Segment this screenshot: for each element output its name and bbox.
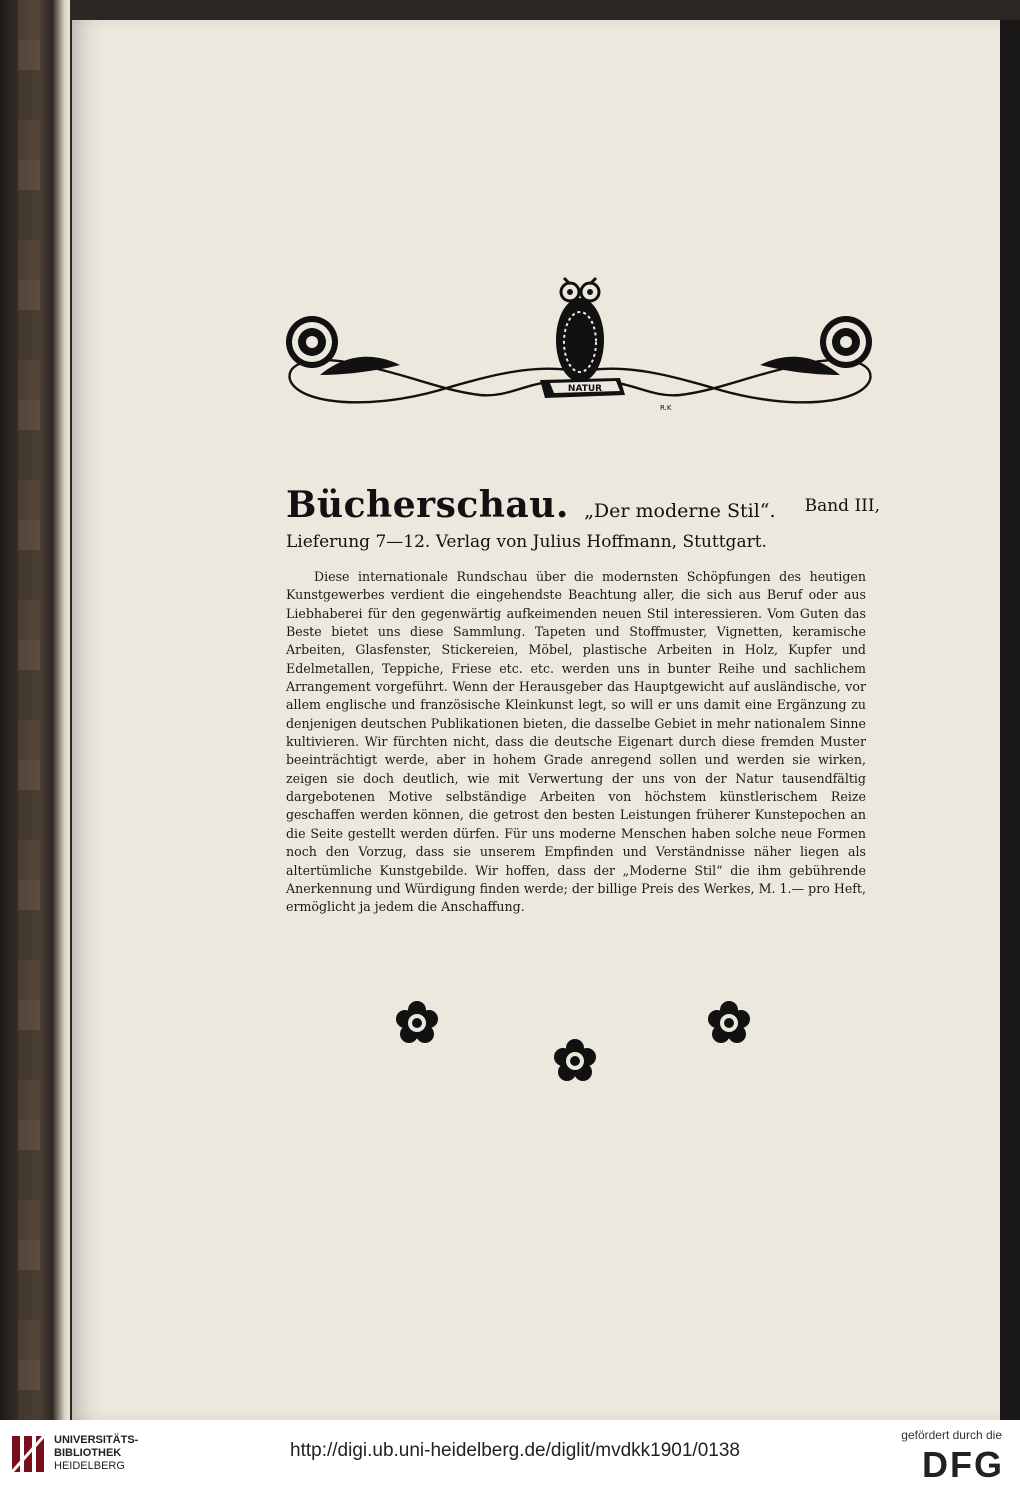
rosette-ornament xyxy=(392,998,442,1048)
dfg-logo[interactable]: DFG xyxy=(922,1444,1004,1485)
library-name-line1: UNIVERSITÄTS- xyxy=(54,1434,139,1446)
library-name[interactable] xyxy=(54,1434,138,1473)
rosette-ornament xyxy=(704,998,754,1048)
book-spine xyxy=(18,0,40,1420)
page-right-margin xyxy=(1000,20,1020,1420)
book-label: NATUR xyxy=(567,384,603,394)
library-name-line2: BIBLIOTHEK xyxy=(54,1447,122,1459)
rosette-ornament xyxy=(550,1036,600,1086)
funding-note: gefördert durch die xyxy=(901,1428,1002,1442)
library-name-line3: HEIDELBERG xyxy=(54,1460,125,1472)
permalink-url[interactable]: http://digi.ub.uni-heidelberg.de/diglit/mvdkk1901/0138 xyxy=(290,1440,740,1461)
heading-publisher-line: Lieferung 7—12. Verlag von Julius Hoffmann, Stuttgart. xyxy=(286,532,767,552)
review-paragraph: Diese internationale Rundschau über die modernsten Schöpfungen des heutigen Kunstgewerbes verdient die eingehendste Beachtung aller, die sich aus Beruf oder aus Liebhaberei für den gegenwärtig aufkeimenden neuen Stil interessieren. Vom Guten das Beste bietet uns diese Sammlung. Tapeten und Stoffmuster, Vignetten, keramische Arbeiten, Glasfenster, Stickereien, Möbel, plastische Arbeiten in Holz, Kupfer und Edelmetallen, Teppiche, Friese etc. etc. werden uns in bunter Reihe und sachlichem Arrangement vorgeführt. Wenn der Herausgeber das Hauptgewicht auf ausländische, vor allem englische und französische Kleinkunst legt, so will er uns damit eine Ergänzung zu denjenigen deutschen Publikationen bieten, die dasselbe Gebiet in mehr nationalem Sinne kultivieren. Wir fürchten nicht, dass die deutsche Eigenart durch diese fremden Muster beeinträchtigt werde, aber in hohem Grade anregend sollen und werden sie wirken, zeigen sie doch deutlich, wie mit Verwertung der uns von der Natur tausendfältig dargebotenen Motive selbständige Arbeiten von höchstem künstlerischem Reize geschaffen werden können, die getrost den besten Leistungen früherer Kunstepochen an die Seite gestellt werden dürfen. Für uns moderne Menschen haben solche neue Formen noch den Vorzug, dass sie unserem Empfinden und Verständnisse näher liegen als altertümliche Kunstgebilde. Wir hoffen, dass der „Moderne Stil“ die ihm gebührende Anerkennung und Würdigung finden werde; der billige Preis des Werkes, M. 1.— pro Heft, ermöglicht ja jedem die Anschaffung. xyxy=(286,569,866,915)
owl-vignette xyxy=(280,270,880,420)
heading-band: Band III, xyxy=(804,496,880,516)
heading-subtitle: „Der moderne Stil“. xyxy=(584,500,776,522)
viewer-footer xyxy=(0,1420,1020,1488)
article-heading xyxy=(286,484,880,526)
artist-monogram: R.K xyxy=(660,404,672,412)
heading-title: Bücherschau. xyxy=(286,484,569,526)
library-logo-icon[interactable] xyxy=(10,1432,46,1476)
owl-vignette-graphic xyxy=(280,270,880,420)
